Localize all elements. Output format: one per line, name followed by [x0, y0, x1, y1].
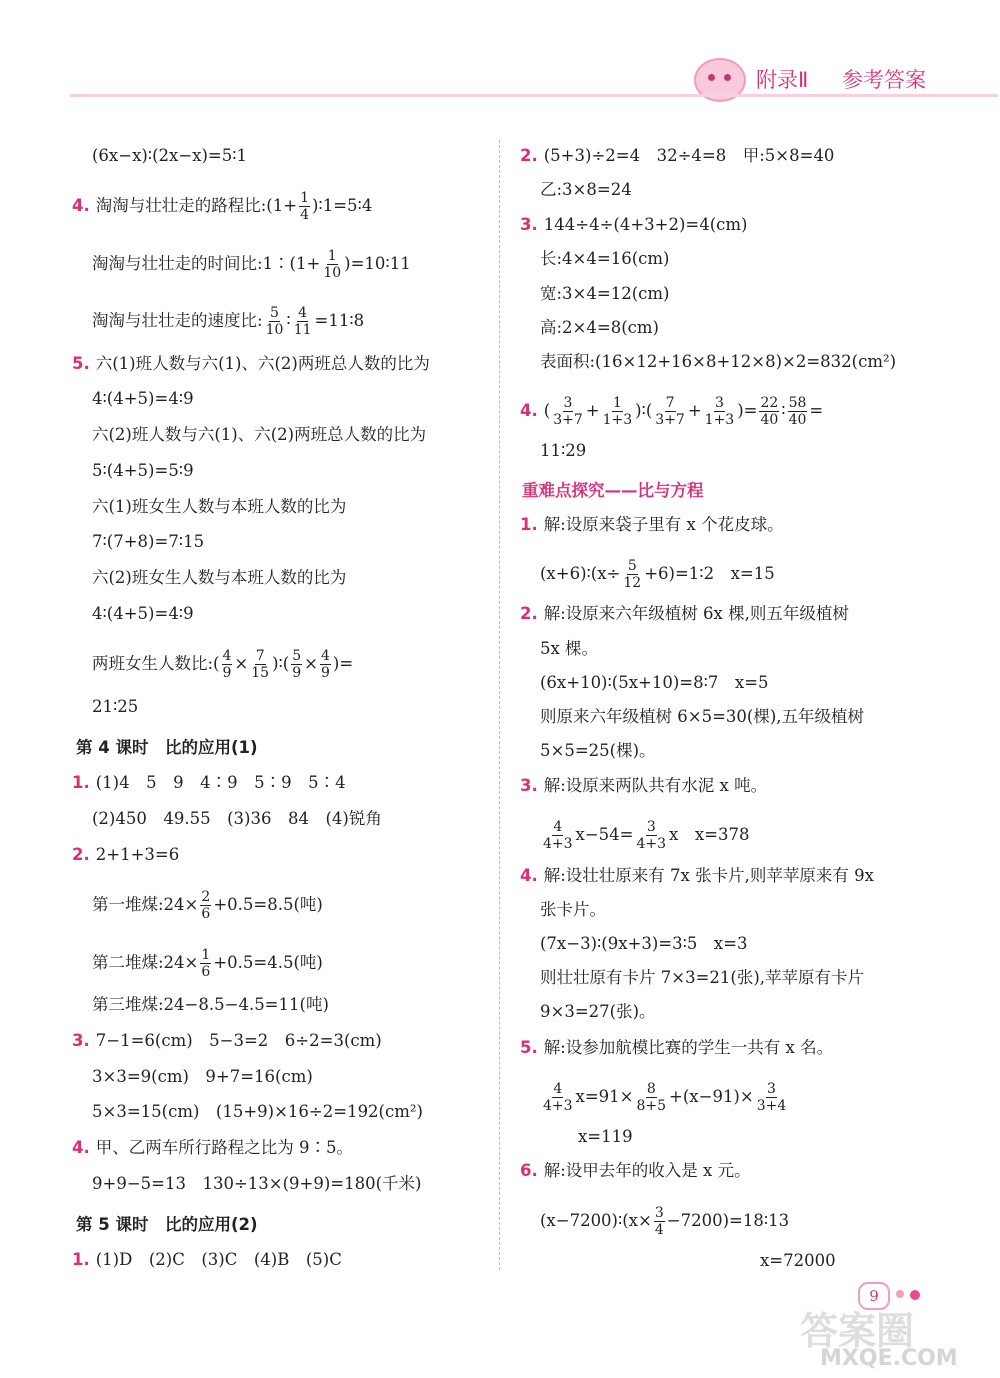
- fraction: $\frac{1}{6}$: [201, 947, 211, 980]
- question-number: 4.: [72, 196, 90, 215]
- left-q5-line6: 7∶(7+8)=7∶15: [92, 532, 205, 551]
- left-q5-line3: 六(2)班人数与六(1)、六(2)两班总人数的比为: [92, 425, 427, 444]
- fraction: $\frac{4}{11}$: [293, 305, 312, 338]
- fraction: $\frac{7}{3+7}$: [655, 395, 685, 428]
- left-q5-line5: 六(1)班女生人数与本班人数的比为: [92, 497, 347, 516]
- fraction: $\frac{4}{4+3}$: [543, 819, 573, 852]
- page-number: 9: [858, 1282, 890, 1310]
- left-q4-line2: 淘淘与壮壮走的时间比:1∶(1+ $\frac{1}{10}$ )=10∶11: [92, 248, 411, 281]
- lesson4-q3-line2: 3×3=9(cm) 9+7=16(cm): [92, 1067, 313, 1086]
- topic-q4-line1: 4. 解:设壮壮原来有 7x 张卡片,则苹苹原来有 9x: [520, 866, 874, 885]
- fraction: $\frac{3}{4}$: [654, 1205, 664, 1238]
- question-number: 6.: [520, 1161, 538, 1180]
- question-number: 2.: [520, 146, 538, 165]
- left-q5-line9: 两班女生人数比:( $\frac{4}{9}$ × $\frac{7}{15}$ )∶( $\frac{5}{9}$ × $\frac{4}{9}$ )=: [92, 648, 354, 681]
- topic-q5-line2: $\frac{4}{4+3}$ x=91× $\frac{8}{8+5}$ +(x−91)× $\frac{3}{3+4}$: [543, 1081, 787, 1114]
- topic-q4-line4: 则壮壮原有卡片 7×3=21(张),苹苹原有卡片: [540, 968, 865, 987]
- section-heading-lesson5: 第 5 课时 比的应用(2): [76, 1215, 258, 1234]
- topic-q5-line3: x=119: [578, 1127, 633, 1146]
- fraction: $\frac{22}{40}$: [760, 395, 779, 428]
- right-q3-line3: 宽:3×4=12(cm): [540, 284, 670, 303]
- right-q4-line1: 4. ( $\frac{3}{3+7}$ + $\frac{1}{1+3}$ )∶( $\frac{7}{3+7}$ + $\frac{3}{1+3}$ )= $\frac{22}{40}$ ∶ $\frac{58}{40}$ =: [520, 395, 824, 428]
- question-number: 4.: [520, 401, 538, 420]
- topic-q2-line2: 5x 棵。: [540, 639, 599, 658]
- question-number: 4.: [72, 1138, 90, 1157]
- left-q5-line2: 4∶(4+5)=4∶9: [92, 389, 194, 408]
- fraction: $\frac{58}{40}$: [788, 395, 807, 428]
- lesson4-q1-line1: 1. (1)4 5 9 4∶9 5∶9 5∶4: [72, 773, 346, 792]
- left-q4-line3: 淘淘与壮壮走的速度比: $\frac{5}{10}$ ∶ $\frac{4}{11}$ =11∶8: [92, 305, 365, 338]
- topic-q6-line1: 6. 解:设甲去年的收入是 x 元。: [520, 1161, 751, 1180]
- topic-q2-line5: 5×5=25(棵)。: [540, 741, 656, 760]
- topic-q1-line1: 1. 解:设原来袋子里有 x 个花皮球。: [520, 515, 784, 534]
- left-q5-line10: 21∶25: [92, 697, 139, 716]
- left-q5-line1: 5. 六(1)班人数与六(1)、六(2)两班总人数的比为: [72, 354, 430, 373]
- fraction: $\frac{7}{15}$: [251, 648, 270, 681]
- fraction: $\frac{4}{4+3}$: [543, 1081, 573, 1114]
- footer-dot: [896, 1290, 904, 1298]
- lesson4-q4-line2: 9+9−5=13 130÷13×(9+9)=180(千米): [92, 1174, 422, 1193]
- question-number: 4.: [520, 866, 538, 885]
- question-number: 1.: [520, 515, 538, 534]
- right-q2-line1: 2. (5+3)÷2=4 32÷4=8 甲:5×8=40: [520, 146, 835, 165]
- fraction: $\frac{3}{1+3}$: [704, 395, 735, 428]
- lesson4-q2-line3: 第二堆煤:24× $\frac{1}{6}$ +0.5=4.5(吨): [92, 947, 323, 980]
- question-number: 5.: [520, 1038, 538, 1057]
- topic-q6-line2: (x−7200)∶(x× $\frac{3}{4}$ −7200)=18∶13: [540, 1205, 790, 1238]
- fraction: $\frac{5}{10}$: [265, 305, 284, 338]
- watermark-logo: 答案圈: [800, 1309, 915, 1353]
- question-number: 3.: [72, 1031, 90, 1050]
- lesson4-q3-line3: 5×3=15(cm) (15+9)×16÷2=192(cm²): [92, 1102, 423, 1121]
- column-divider: [499, 140, 500, 1270]
- fraction: $\frac{8}{8+5}$: [636, 1081, 667, 1114]
- right-q4-line2: 11∶29: [540, 441, 587, 460]
- topic-q3-line2: $\frac{4}{4+3}$ x−54= $\frac{3}{4+3}$ x x=378: [543, 819, 750, 852]
- section-heading-key-topic: 重难点探究——比与方程: [522, 481, 704, 500]
- topic-q5-line1: 5. 解:设参加航模比赛的学生一共有 x 名。: [520, 1038, 834, 1057]
- lesson4-q4-line1: 4. 甲、乙两车所行路程之比为 9∶5。: [72, 1138, 353, 1157]
- fraction: $\frac{4}{9}$: [321, 648, 330, 681]
- topic-q2-line3: (6x+10)∶(5x+10)=8∶7 x=5: [540, 673, 769, 692]
- fraction: $\frac{1}{10}$: [323, 248, 342, 281]
- question-number: 2.: [520, 604, 538, 623]
- mascot-eye-left: [708, 74, 715, 81]
- fraction: $\frac{4}{9}$: [222, 648, 232, 681]
- topic-q4-line2: 张卡片。: [540, 900, 606, 919]
- fraction: $\frac{3}{4+3}$: [636, 819, 667, 852]
- fraction: $\frac{1}{4}$: [300, 190, 309, 223]
- fraction: $\frac{2}{6}$: [201, 889, 211, 922]
- left-q5-line4: 5∶(4+5)=5∶9: [92, 461, 194, 480]
- topic-q1-line2: (x+6)∶(x÷ $\frac{5}{12}$ +6)=1∶2 x=15: [540, 558, 775, 591]
- lesson4-q3-line1: 3. 7−1=6(cm) 5−3=2 6÷2=3(cm): [72, 1031, 382, 1050]
- left-q5-line8: 4∶(4+5)=4∶9: [92, 604, 194, 623]
- right-q3-line2: 长:4×4=16(cm): [540, 249, 670, 268]
- topic-q4-line3: (7x−3)∶(9x+3)=3∶5 x=3: [540, 934, 748, 953]
- left-q4-line1: 4. 淘淘与壮壮走的路程比:(1+ $\frac{1}{4}$ )∶1=5∶4: [72, 190, 373, 223]
- fraction: $\frac{1}{1+3}$: [602, 395, 633, 428]
- topic-q2-line1: 2. 解:设原来六年级植树 6x 棵,则五年级植树: [520, 604, 849, 623]
- topic-q6-line3: x=72000: [760, 1251, 836, 1270]
- section-heading-lesson4: 第 4 课时 比的应用(1): [76, 738, 258, 757]
- question-number: 2.: [72, 845, 90, 864]
- right-q3-line5: 表面积:(16×12+16×8+12×8)×2=832(cm²): [540, 352, 897, 371]
- lesson4-q2-line2: 第一堆煤:24× $\frac{2}{6}$ +0.5=8.5(吨): [92, 889, 323, 922]
- right-q2-line2: 乙:3×8=24: [540, 180, 632, 199]
- lesson4-q1-line2: (2)450 49.55 (3)36 84 (4)锐角: [92, 809, 382, 828]
- topic-q4-line5: 9×3=27(张)。: [540, 1002, 656, 1021]
- left-q5-line7: 六(2)班女生人数与本班人数的比为: [92, 568, 347, 587]
- right-q3-line1: 3. 144÷4÷(4+3+2)=4(cm): [520, 215, 748, 234]
- lesson4-q2-line1: 2. 2+1+3=6: [72, 845, 180, 864]
- footer-dot: [910, 1290, 920, 1300]
- question-number: 1.: [72, 1250, 90, 1269]
- question-number: 3.: [520, 776, 538, 795]
- header-appendix: 附录Ⅱ: [756, 68, 809, 92]
- header-rule: [70, 94, 998, 97]
- fraction: $\frac{3}{3+7}$: [553, 395, 583, 428]
- watermark-url: MXQE.COM: [820, 1346, 958, 1371]
- mascot-eye-right: [724, 74, 731, 81]
- lesson5-q1-line1: 1. (1)D (2)C (3)C (4)B (5)C: [72, 1250, 342, 1269]
- question-number: 1.: [72, 773, 90, 792]
- topic-q3-line1: 3. 解:设原来两队共有水泥 x 吨。: [520, 776, 768, 795]
- lesson4-q2-line4: 第三堆煤:24−8.5−4.5=11(吨): [92, 995, 329, 1014]
- question-number: 5.: [72, 354, 90, 373]
- right-q3-line4: 高:2×4=8(cm): [540, 318, 659, 337]
- header-title: 参考答案: [842, 68, 926, 92]
- fraction: $\frac{5}{12}$: [623, 558, 642, 591]
- question-number: 3.: [520, 215, 538, 234]
- fraction: $\frac{3}{3+4}$: [756, 1081, 787, 1114]
- left-line-ratio: (6x−x)∶(2x−x)=5∶1: [92, 146, 248, 165]
- topic-q2-line4: 则原来六年级植树 6×5=30(棵),五年级植树: [540, 707, 865, 726]
- fraction: $\frac{5}{9}$: [292, 648, 302, 681]
